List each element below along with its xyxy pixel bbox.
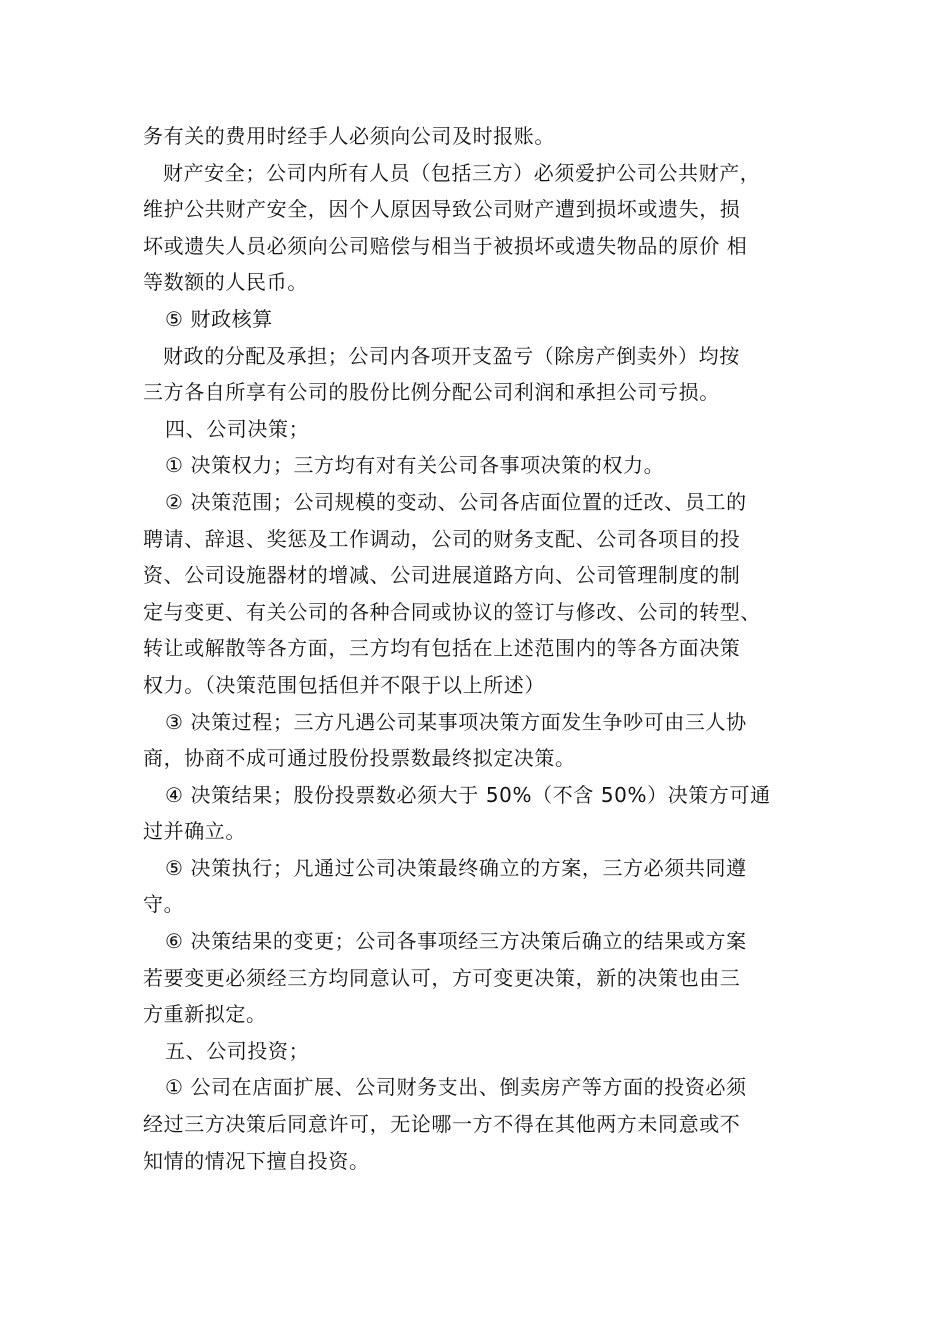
list-item: ⑤ 决策执行；凡通过公司决策最终确立的方案，三方必须共同遵 [165,855,747,880]
paragraph-line: 权力。（决策范围包括但并不限于以上所述） [143,672,545,697]
document-body [143,118,829,1179]
list-item: ④ 决策结果；股份投票数必须大于 50%（不含 50%）决策方可通 [165,782,771,807]
paragraph-line: 商，协商不成可通过股份投票数最终拟定决策。 [143,746,576,771]
paragraph-line: 维护公共财产安全，因个人原因导致公司财产遭到损坏或遗失，损 [143,197,741,222]
list-item: ⑥ 决策结果的变更；公司各事项经三方决策后确立的结果或方案 [165,929,747,954]
section-heading: 五、公司投资； [165,1038,310,1063]
paragraph-line: 等数额的人民币。 [143,270,308,295]
paragraph-line: 方重新拟定。 [143,1002,267,1027]
list-item: ② 决策范围；公司规模的变动、公司各店面位置的迁改、员工的 [165,489,747,514]
list-item: ③ 决策过程；三方凡遇公司某事项决策方面发生争吵可由三人协 [165,709,747,734]
paragraph-line: 知情的情况下擅自投资。 [143,1148,370,1173]
paragraph-line: 三方各自所享有公司的股份比例分配公司利润和承担公司亏损。 [143,380,720,405]
section-heading: 四、公司决策； [165,416,310,441]
paragraph-line: 定与变更、有关公司的各种合同或协议的签订与修改、公司的转型、 [143,599,761,624]
paragraph-line: 经过三方决策后同意许可，无论哪一方不得在其他两方未同意或不 [143,1112,741,1137]
list-item: ① 决策权力；三方均有对有关公司各事项决策的权力。 [165,453,665,478]
paragraph-line: 转让或解散等各方面，三方均有包括在上述范围内的等各方面决策 [143,636,741,661]
section-heading: ⑤ 财政核算 [165,306,273,331]
paragraph-line: 过并确立。 [143,819,246,844]
paragraph-line: 守。 [143,892,185,917]
paragraph-line: 务有关的费用时经手人必须向公司及时报账。 [143,124,555,148]
paragraph-line: 聘请、辞退、奖惩及工作调动，公司的财务支配、公司各项目的投 [143,526,741,551]
paragraph-line: 资、公司设施器材的增减、公司进展道路方向、公司管理制度的制 [143,563,741,588]
list-item: ① 公司在店面扩展、公司财务支出、倒卖房产等方面的投资必须 [165,1075,747,1100]
paragraph-line: 财政的分配及承担；公司内各项开支盈亏（除房产倒卖外）均按 [163,343,740,368]
paragraph-line: 坏或遗失人员必须向公司赔偿与相当于被损坏或遗失物品的原价 相 [143,233,748,258]
paragraph-line: 若要变更必须经三方均同意认可，方可变更决策，新的决策也由三 [143,965,741,990]
paragraph-line: 财产安全；公司内所有人员（包括三方）必须爱护公司公共财产， [163,160,761,185]
